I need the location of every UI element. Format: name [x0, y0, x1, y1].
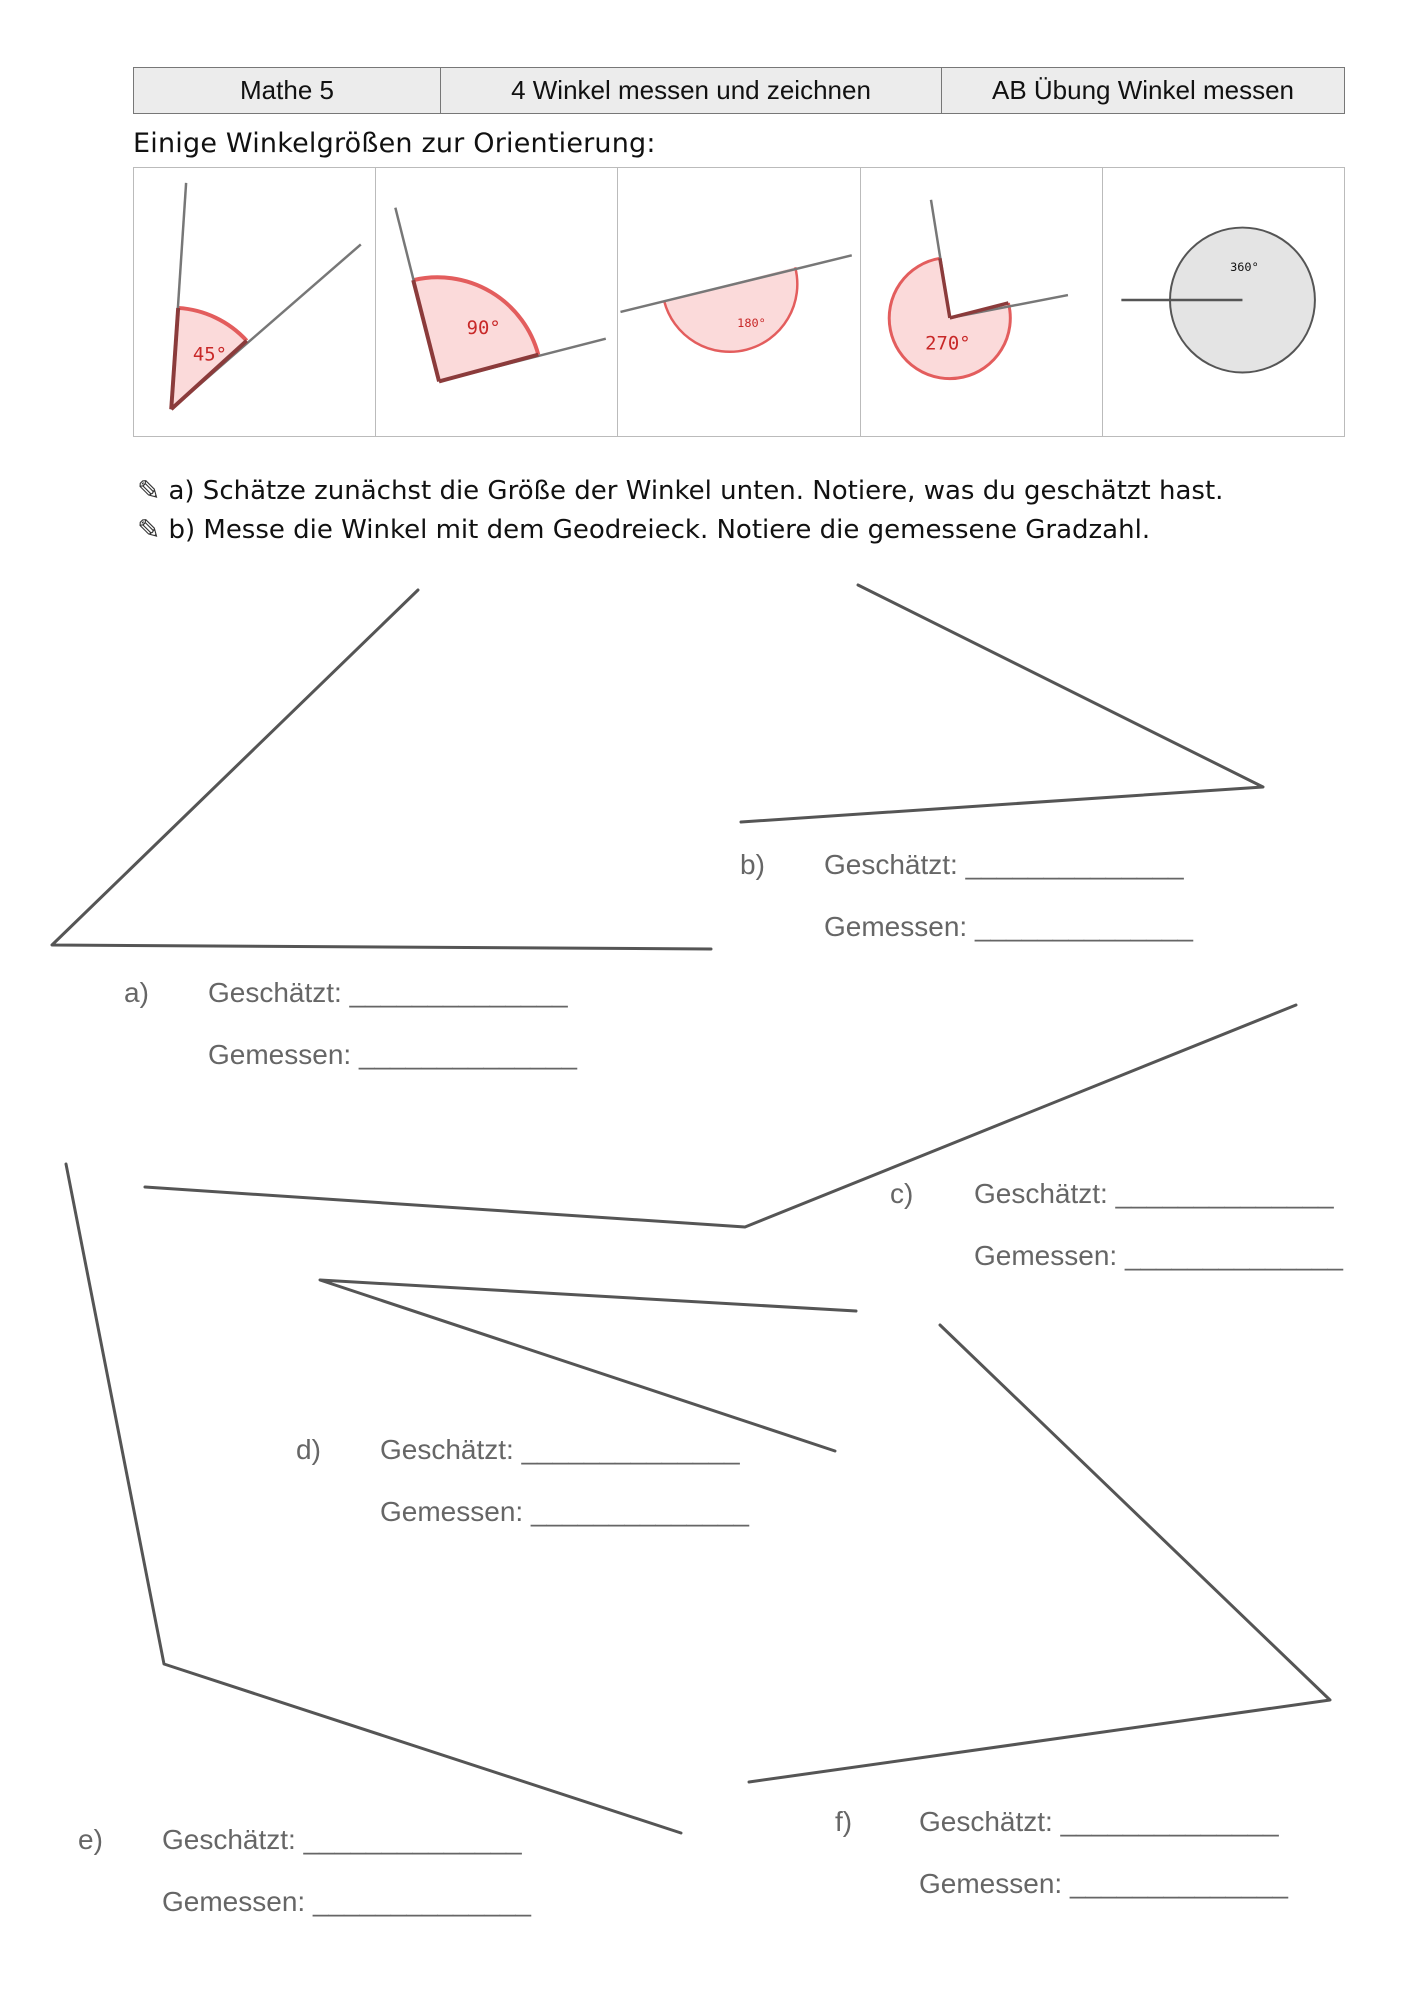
answer-f-estimated[interactable]: Geschätzt: ______________ — [919, 1806, 1279, 1837]
answer-d-measured[interactable]: Gemessen: ______________ — [380, 1496, 749, 1527]
task-estimate-text: a) Schätze zunächst die Größe der Winkel unten. Notiere, was du geschätzt hast. — [168, 475, 1224, 506]
answer-c-letter: c) — [890, 1178, 914, 1209]
angle-45-label: 45° — [192, 344, 227, 366]
angle-270-label: 270° — [924, 333, 971, 355]
angle-a — [52, 590, 711, 949]
answer-f-letter: f) — [835, 1806, 853, 1837]
angle-90-label: 90° — [466, 317, 501, 339]
header-worksheet: AB Übung Winkel messen — [991, 75, 1295, 105]
task-measure-text: b) Messe die Winkel mit dem Geodreieck. Notiere die gemessene Gradzahl. — [168, 514, 1151, 545]
answer-d-letter: d) — [296, 1434, 321, 1465]
header-topic: 4 Winkel messen und zeichnen — [441, 68, 942, 113]
answer-f-measured[interactable]: Gemessen: ______________ — [919, 1868, 1288, 1899]
answer-e-letter: e) — [78, 1824, 103, 1855]
answer-e-measured[interactable]: Gemessen: ______________ — [162, 1886, 531, 1917]
angle-f — [749, 1325, 1330, 1782]
header-subject: Mathe 5 — [134, 68, 441, 113]
answer-b-letter: b) — [740, 849, 765, 880]
pencil-icon: ✎ — [137, 474, 161, 507]
pencil-icon: ✎ — [137, 513, 161, 546]
answer-d-estimated[interactable]: Geschätzt: ______________ — [380, 1434, 740, 1465]
answer-b-estimated[interactable]: Geschätzt: ______________ — [824, 849, 1184, 880]
angle-d — [320, 1280, 856, 1451]
answer-c-measured[interactable]: Gemessen: ______________ — [974, 1240, 1343, 1271]
angle-360-label: 360° — [1229, 260, 1259, 275]
answer-b-measured[interactable]: Gemessen: ______________ — [824, 911, 1193, 942]
answer-a-measured[interactable]: Gemessen: ______________ — [208, 1039, 577, 1070]
answer-a-estimated[interactable]: Geschätzt: ______________ — [208, 977, 568, 1008]
answer-e-estimated[interactable]: Geschätzt: ______________ — [162, 1824, 522, 1855]
angle-180-label: 180° — [737, 315, 767, 330]
answer-a-letter: a) — [124, 977, 149, 1008]
angle-b — [741, 585, 1263, 822]
orientation-title: Einige Winkelgrößen zur Orientierung: — [133, 128, 656, 159]
answer-c-estimated[interactable]: Geschätzt: ______________ — [974, 1178, 1334, 1209]
